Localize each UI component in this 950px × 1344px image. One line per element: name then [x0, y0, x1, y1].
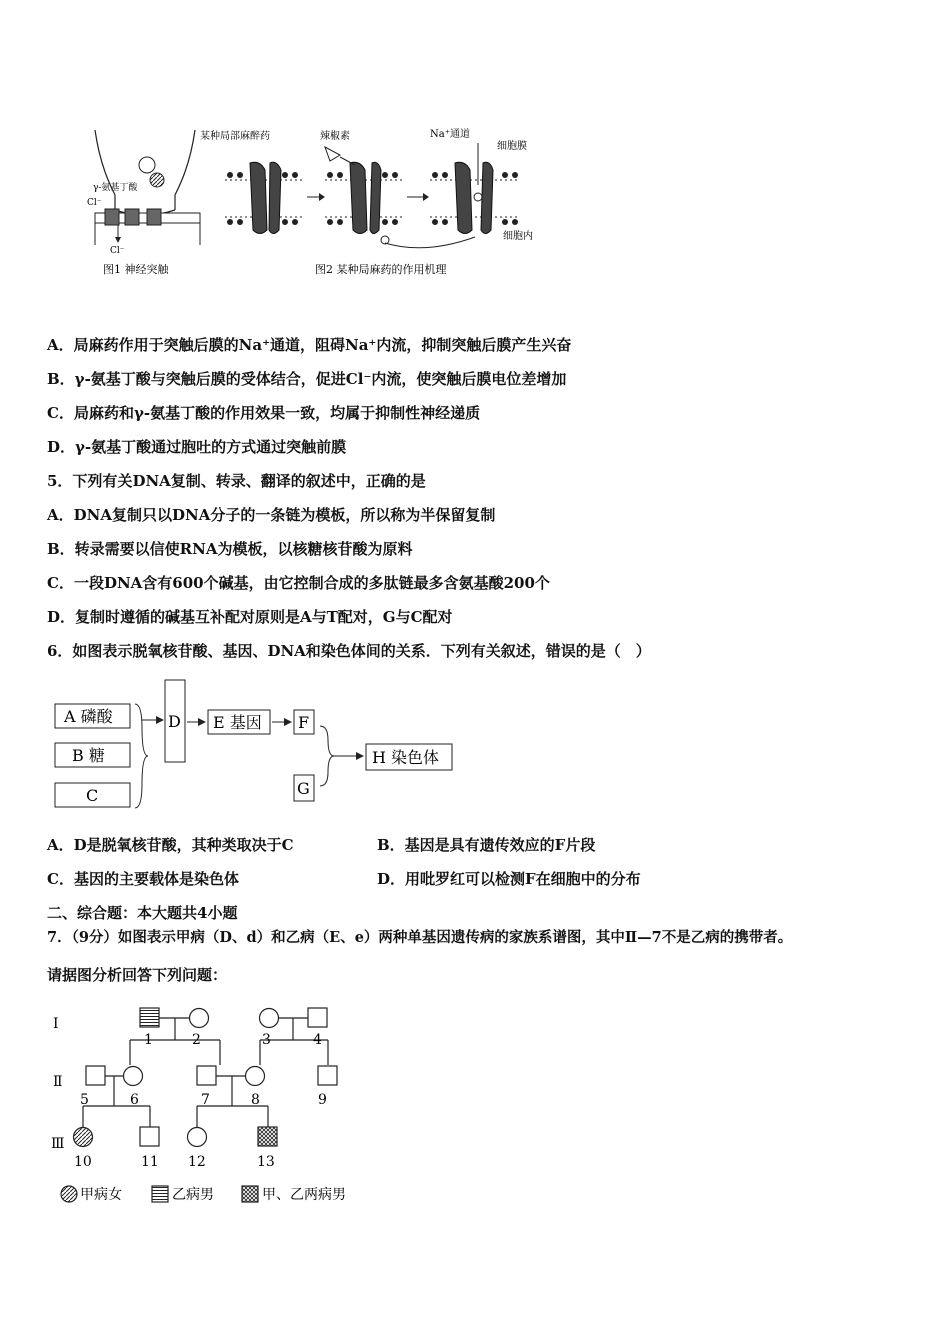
box-g-label: G: [297, 779, 310, 798]
figure1-caption: 图1 神经突触: [103, 263, 169, 276]
q6-stem: 6．如图表示脱氧核苷酸、基因、DNA和染色体间的关系．下列有关叙述，错误的是（ ）: [47, 642, 651, 660]
legend-c-symbol: [242, 1186, 258, 1202]
synapse-diagram: [87, 130, 200, 276]
cl-top-label: Cl⁻: [87, 198, 102, 208]
box-c-label: C: [86, 786, 99, 805]
generation-1-label: Ⅰ: [53, 1016, 59, 1032]
figure2-caption: 图2 某种局麻药的作用机理: [315, 263, 447, 276]
box-a-label: A 磷酸: [64, 707, 113, 726]
individual-7: [197, 1066, 216, 1085]
section-heading: 二、综合题：本大题共4小题: [47, 904, 238, 922]
individual-13: [258, 1127, 277, 1146]
individual-1: [140, 1008, 159, 1027]
box-e-label: E 基因: [213, 713, 262, 732]
legend-a-symbol: [61, 1186, 77, 1202]
q5-option-c: C．一段DNA含有600个碱基，由它控制合成的多肽链最多含氨基酸200个: [47, 574, 550, 592]
neuro-figure: [85, 125, 555, 285]
q6-option-a: A．D是脱氧核苷酸，其种类取决于C: [47, 836, 294, 854]
membrane-label: 细胞膜: [497, 141, 527, 152]
legend-b-label: 乙病男: [172, 1187, 214, 1203]
label-1: 1: [144, 1032, 153, 1048]
q7-stem: 7．（9分）如图表示甲病（D、d）和乙病（E、e）两种单基因遗传病的家族系谱图，其中Ⅱ—7不是乙病的携带者。: [47, 929, 793, 946]
legend-a-label: 甲病女: [80, 1187, 122, 1203]
box-f-label: F: [298, 713, 310, 732]
q6-diagram: [50, 678, 470, 818]
individual-2: [190, 1009, 209, 1028]
generation-2-label: Ⅱ: [53, 1074, 63, 1090]
q6-option-c: C．基因的主要载体是染色体: [47, 870, 239, 888]
q5-option-a: A．DNA复制只以DNA分子的一条链为模板，所以称为半保留复制: [47, 506, 496, 524]
label-7: 7: [201, 1092, 210, 1108]
q4-option-d: D．γ-氨基丁酸通过胞吐的方式通过突触前膜: [47, 438, 347, 456]
label-2: 2: [192, 1032, 201, 1048]
legend-b-symbol: [152, 1186, 168, 1202]
na-channel-label: Na⁺通道: [430, 129, 470, 140]
individual-8: [246, 1067, 265, 1086]
label-9: 9: [318, 1092, 327, 1108]
individual-4: [308, 1008, 327, 1027]
capsaicin-label: 辣椒素: [320, 131, 350, 142]
label-13: 13: [257, 1154, 275, 1170]
anesthetic-label: 某种局部麻醉药: [200, 131, 270, 142]
cl-bottom-label: Cl⁻: [110, 246, 125, 256]
box-h-label: H 染色体: [372, 748, 440, 767]
legend-c-label: 甲、乙两病男: [262, 1187, 346, 1203]
label-5: 5: [80, 1092, 89, 1108]
generation-3-label: Ⅲ: [51, 1136, 65, 1152]
individual-9: [318, 1066, 337, 1085]
q6-option-b: B．基因是具有遗传效应的F片段: [377, 836, 596, 854]
pedigree-chart: [50, 1000, 380, 1215]
box-b-label: B 糖: [72, 746, 105, 765]
label-11: 11: [141, 1154, 159, 1170]
individual-5: [86, 1066, 105, 1085]
q7-prompt: 请据图分析回答下列问题：: [47, 966, 228, 984]
label-3: 3: [262, 1032, 271, 1048]
individual-11: [140, 1127, 159, 1146]
label-8: 8: [251, 1092, 260, 1108]
individual-12: [188, 1128, 207, 1147]
inside-label: 细胞内: [503, 231, 533, 242]
gaba-label: γ-氨基丁酸: [93, 183, 138, 193]
q5-stem: 5．下列有关DNA复制、转录、翻译的叙述中，正确的是: [47, 472, 426, 490]
label-12: 12: [188, 1154, 206, 1170]
individual-10: [74, 1128, 93, 1147]
anesthetic-mechanism-diagram: [200, 127, 533, 276]
q6-option-d: D．用吡罗红可以检测F在细胞中的分布: [377, 870, 641, 888]
q4-option-a: A．局麻药作用于突触后膜的Na⁺通道，阻碍Na⁺内流，抑制突触后膜产生兴奋: [47, 336, 572, 354]
box-d-label: D: [168, 712, 181, 731]
q5-option-b: B．转录需要以信使RNA为模板，以核糖核苷酸为原料: [47, 540, 413, 558]
individual-3: [260, 1009, 279, 1028]
label-4: 4: [313, 1032, 322, 1048]
individual-6: [124, 1067, 143, 1086]
label-6: 6: [130, 1092, 139, 1108]
label-10: 10: [74, 1154, 92, 1170]
q4-option-c: C．局麻药和γ-氨基丁酸的作用效果一致，均属于抑制性神经递质: [47, 404, 481, 422]
q4-option-b: B．γ-氨基丁酸与突触后膜的受体结合，促进Cl⁻内流，使突触后膜电位差增加: [47, 370, 567, 388]
q5-option-d: D．复制时遵循的碱基互补配对原则是A与T配对，G与C配对: [47, 608, 453, 626]
